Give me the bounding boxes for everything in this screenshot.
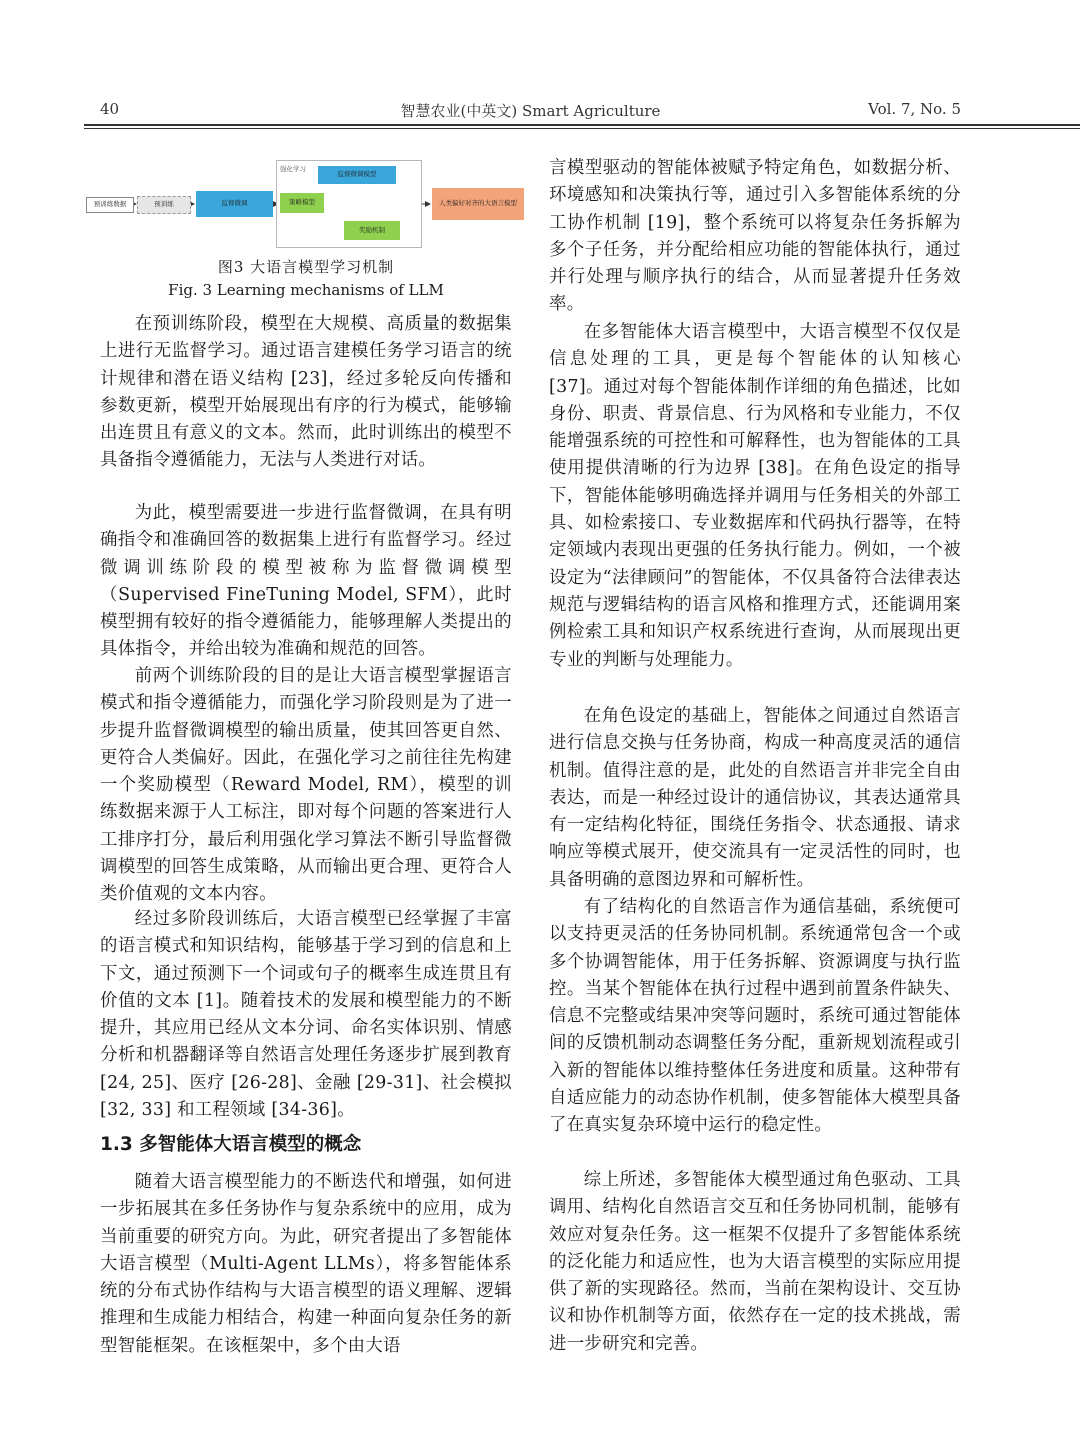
running-header (100, 96, 961, 122)
figure-diagram (86, 158, 526, 250)
section-heading: 1.3 多智能体大语言模型的概念 (100, 1134, 362, 1155)
box-reward-mechanism: 奖励机制 (344, 221, 400, 240)
header-rule-thin (84, 128, 1080, 129)
box-strategy-model: 策略模型 (280, 193, 324, 213)
box-sft-model: 监督微调模型 (318, 166, 396, 184)
volume-info: Vol. 7, No. 5 (868, 100, 961, 118)
left-paragraph-2: 为此，模型需要进一步进行监督微调，在具有明确指令和准确回答的数据集上进行有监督学习。经过微调训练阶段的模型被称为监督微调模型（Supervised FineTuning Model, SFM），此时模型拥有较好的指令遵循能力，能够理解人类提出的具体指令，并给出较为准确和规范的回答。 (100, 503, 512, 660)
left-paragraph-3: 前两个训练阶段的目的是让大语言模型掌握语言模式和指令遵循能力，而强化学习阶段则是为了进一步提升监督微调模型的输出质量，使其回答更自然、更符合人类偏好。因此，在强化学习之前往往先构建一个奖励模型（Reward Model, RM），模型的训练数据来源于人工标注，即对每个问题的答案进行人工排序打分，最后利用强化学习算法不断引导监督微调模型的回答生成策略，从而输出更合理、更符合人类价值观的文本内容。 (100, 666, 512, 905)
page-number: 40 (100, 100, 120, 118)
left-paragraph-4: 经过多阶段训练后，大语言模型已经掌握了丰富的语言模式和知识结构，能够基于学习到的信息和上下文，通过预测下一个词或句子的概率生成连贯且有价值的文本 [1]。随着技术的发展和模型能力的不断提升，其应用已经从文本分词、命名实体识别、情感分析和机器翻译等自然语言处理任务逐步扩展到教育 [24, 25]、医疗 [26-28]、金融 [29-31]、社会模拟 [32, 33] 和工程领域 [34-36]。 (100, 909, 512, 1121)
box-sft: 监督微调 (196, 191, 273, 217)
right-paragraph-2: 在角色设定的基础上，智能体之间通过自然语言进行信息交换与任务协商，构成一种高度灵活的通信机制。值得注意的是，此处的自然语言并非完全自由表达，而是一种经过设计的通信协议，其表达通常具有一定结构化特征，围绕任务指令、状态通报、请求响应等模式展开，使交流具有一定灵活性的同时，也具备明确的意图边界和可解析性。 (549, 706, 961, 890)
journal-title: 智慧农业(中英文) Smart Agriculture (400, 102, 661, 120)
right-paragraph-3: 有了结构化的自然语言作为通信基础，系统便可以支持更灵活的任务协同机制。系统通常包含一个或多个协调智能体，用于任务拆解、资源调度与执行监控。当某个智能体在执行过程中遇到前置条件缺失、信息不完整或结果冲突等问题时，系统可通过智能体间的反馈机制动态调整任务分配，重新规划流程或引入新的智能体以维持整体任务进度和质量。这种带有自适应能力的动态协作机制，使多智能体大模型具备了在真实复杂环境中运行的稳定性。 (549, 897, 961, 1136)
figure-caption-cn: 图3 大语言模型学习机制 (217, 258, 395, 276)
right-paragraph-1: 在多智能体大语言模型中，大语言模型不仅仅是信息处理的工具，更是每个智能体的认知核心 [37]。通过对每个智能体制作详细的角色描述，比如身份、职责、背景信息、行为风格和专业能力，不仅能增强系统的可控性和可解释性，也为智能体的工具使用提供清晰的行为边界 [38]。在角色设定的指导下，智能体能够明确选择并调用与任务相关的外部工具、如检索接口、专业数据库和代码执行器等，在特定领域内表现出更强的任务执行能力。例如，一个被设定为“法律顾问”的智能体，不仅具备符合法律表达规范与逻辑结构的语言风格和推理方式，还能调用案例检索工具和知识产权系统进行查询，从而展现出更专业的判断与处理能力。 (549, 322, 961, 670)
left-paragraph-1: 在预训练阶段，模型在大规模、高质量的数据集上进行无监督学习。通过语言建模任务学习语言的统计规律和潜在语义结构 [23]，经过多轮反向传播和参数更新，模型开始展现出有序的行为模式，能够输出连贯且有意义的文本。然而，此时训练出的模型不具备指令遵循能力，无法与人类进行对话。 (100, 314, 512, 471)
right-paragraph-4: 综上所述，多智能体大模型通过角色驱动、工具调用、结构化自然语言交互和任务协同机制，能够有效应对复杂任务。这一框架不仅提升了多智能体系统的泛化能力和适应性，也为大语言模型的实际应用提供了新的实现路径。然而，当前在架构设计、交互协议和协作机制等方面，依然存在一定的技术挑战，需进一步研究和完善。 (549, 1170, 961, 1354)
right-paragraph-continued: 言模型驱动的智能体被赋予特定角色，如数据分析、环境感知和决策执行等，通过引入多智能体系统的分工协作机制 [19]，整个系统可以将复杂任务拆解为多个子任务，并分配给相应功能的智能体执行，通过并行处理与顺序执行的结合，从而显著提升任务效率。 (549, 158, 961, 315)
box-pretrain-data: 预训练数据 (86, 197, 134, 213)
box-pretrain: 预训练 (137, 196, 191, 214)
figure-caption-en: Fig. 3 Learning mechanisms of LLM (168, 281, 444, 299)
rl-group-label: 强化学习 (280, 165, 306, 173)
header-rule-thick (84, 124, 1080, 126)
box-output-llm: 人类偏好对齐的大语言模型 (432, 188, 524, 220)
left-paragraph-5: 随着大语言模型能力的不断迭代和增强，如何进一步拓展其在多任务协作与复杂系统中的应用，成为当前重要的研究方向。为此，研究者提出了多智能体大语言模型（Multi-Agent LLMs），将多智能体系统的分布式协作结构与大语言模型的语义理解、逻辑推理和生成能力相结合，构建一种面向复杂任务的新型智能框架。在该框架中，多个由大语 (100, 1172, 512, 1356)
